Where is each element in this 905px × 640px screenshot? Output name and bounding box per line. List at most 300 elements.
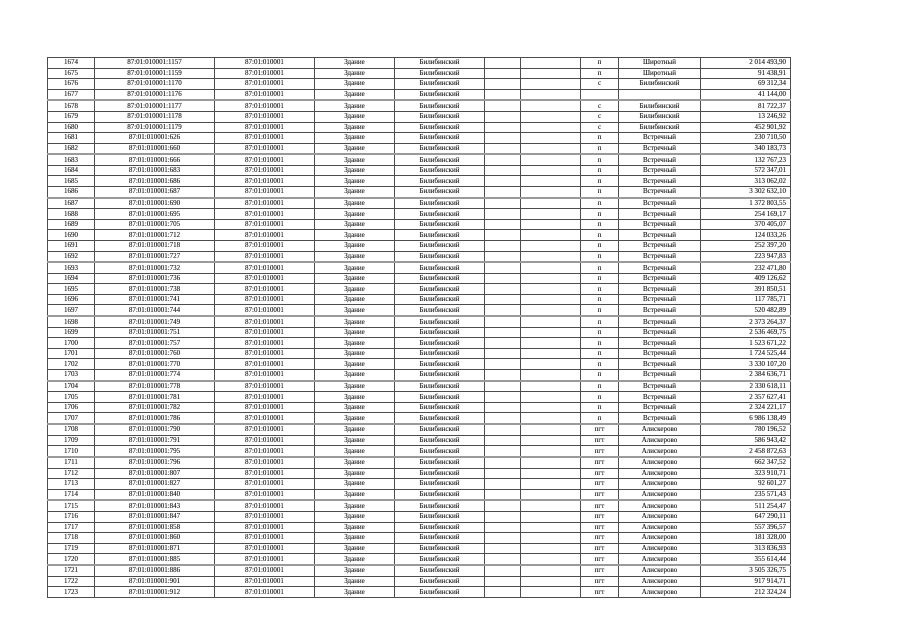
cell-district: Билибинский bbox=[395, 522, 485, 533]
cell-cadastral-quarter: 87:01:010001 bbox=[215, 489, 315, 500]
cell-settlement-type: п bbox=[581, 381, 619, 392]
cell-cadastral-value: 917 914,71 bbox=[701, 576, 791, 587]
cell-settlement-name: Встречный bbox=[619, 359, 701, 370]
cell-settlement-name: Встречный bbox=[619, 176, 701, 187]
cell-settlement-type: п bbox=[581, 209, 619, 220]
table-row bbox=[48, 543, 791, 554]
cell-empty-2 bbox=[521, 165, 581, 176]
table-row bbox=[48, 512, 791, 523]
cell-empty-1 bbox=[485, 392, 521, 403]
cell-cadastral-value: 647 290,11 bbox=[701, 512, 791, 523]
cell-cadastral-value: 409 126,62 bbox=[701, 273, 791, 284]
table-row bbox=[48, 413, 791, 424]
cell-settlement-type: п bbox=[581, 154, 619, 165]
cell-cadastral-number: 87:01:010001:736 bbox=[95, 273, 215, 284]
cell-empty-2 bbox=[521, 587, 581, 598]
cell-empty-1 bbox=[485, 327, 521, 338]
cell-object-type: Здание bbox=[315, 402, 395, 413]
cell-row-number: 1705 bbox=[48, 392, 95, 403]
table-row bbox=[48, 402, 791, 413]
cell-district: Билибинский bbox=[395, 500, 485, 511]
cell-cadastral-value: 81 722,37 bbox=[701, 100, 791, 111]
cell-empty-2 bbox=[521, 100, 581, 111]
cell-district: Билибинский bbox=[395, 111, 485, 122]
cell-empty-2 bbox=[521, 198, 581, 209]
cell-settlement-type: пгт bbox=[581, 468, 619, 479]
cell-row-number: 1675 bbox=[48, 68, 95, 79]
cell-empty-1 bbox=[485, 348, 521, 359]
cell-cadastral-quarter: 87:01:010001 bbox=[215, 122, 315, 133]
cell-cadastral-number: 87:01:010001:885 bbox=[95, 554, 215, 565]
cell-settlement-name: Встречный bbox=[619, 294, 701, 305]
cell-cadastral-number: 87:01:010001:1170 bbox=[95, 79, 215, 90]
cell-cadastral-quarter: 87:01:010001 bbox=[215, 230, 315, 241]
table-row bbox=[48, 468, 791, 479]
cell-object-type: Здание bbox=[315, 533, 395, 544]
cell-settlement-type: с bbox=[581, 111, 619, 122]
cell-empty-1 bbox=[485, 565, 521, 576]
table-row bbox=[48, 381, 791, 392]
cell-row-number: 1690 bbox=[48, 230, 95, 241]
cell-object-type: Здание bbox=[315, 165, 395, 176]
cell-row-number: 1695 bbox=[48, 284, 95, 295]
cell-district: Билибинский bbox=[395, 187, 485, 198]
cell-cadastral-number: 87:01:010001:1176 bbox=[95, 89, 215, 100]
cell-settlement-name: Встречный bbox=[619, 316, 701, 327]
cell-district: Билибинский bbox=[395, 89, 485, 100]
cell-cadastral-number: 87:01:010001:660 bbox=[95, 143, 215, 154]
cell-empty-1 bbox=[485, 262, 521, 273]
cell-settlement-name: Встречный bbox=[619, 209, 701, 220]
cell-empty-2 bbox=[521, 381, 581, 392]
cell-district: Билибинский bbox=[395, 424, 485, 435]
cell-cadastral-quarter: 87:01:010001 bbox=[215, 219, 315, 230]
cell-empty-2 bbox=[521, 338, 581, 349]
cell-settlement-type: с bbox=[581, 122, 619, 133]
cell-cadastral-quarter: 87:01:010001 bbox=[215, 89, 315, 100]
cell-settlement-type: пгт bbox=[581, 457, 619, 468]
cell-row-number: 1718 bbox=[48, 533, 95, 544]
cell-cadastral-quarter: 87:01:010001 bbox=[215, 176, 315, 187]
cell-empty-2 bbox=[521, 122, 581, 133]
cell-settlement-name: Встречный bbox=[619, 327, 701, 338]
cell-cadastral-value: 2 357 627,41 bbox=[701, 392, 791, 403]
cell-settlement-name: Встречный bbox=[619, 230, 701, 241]
cell-empty-2 bbox=[521, 457, 581, 468]
cell-cadastral-value: 181 328,00 bbox=[701, 533, 791, 544]
cell-settlement-type: с bbox=[581, 79, 619, 90]
cell-cadastral-quarter: 87:01:010001 bbox=[215, 500, 315, 511]
cell-settlement-name: Алискерово bbox=[619, 565, 701, 576]
cell-settlement-name: Встречный bbox=[619, 402, 701, 413]
cell-cadastral-number: 87:01:010001:770 bbox=[95, 359, 215, 370]
table-row bbox=[48, 587, 791, 598]
cell-district: Билибинский bbox=[395, 402, 485, 413]
cell-cadastral-quarter: 87:01:010001 bbox=[215, 305, 315, 316]
cell-empty-1 bbox=[485, 176, 521, 187]
cell-cadastral-quarter: 87:01:010001 bbox=[215, 68, 315, 79]
cell-cadastral-quarter: 87:01:010001 bbox=[215, 262, 315, 273]
cell-empty-1 bbox=[485, 154, 521, 165]
cell-row-number: 1693 bbox=[48, 262, 95, 273]
cell-object-type: Здание bbox=[315, 369, 395, 380]
cell-empty-2 bbox=[521, 402, 581, 413]
cell-cadastral-number: 87:01:010001:912 bbox=[95, 587, 215, 598]
cell-settlement-type: п bbox=[581, 165, 619, 176]
cell-settlement-type bbox=[581, 89, 619, 100]
cell-row-number: 1703 bbox=[48, 369, 95, 380]
cell-settlement-name: Встречный bbox=[619, 338, 701, 349]
cell-row-number: 1694 bbox=[48, 273, 95, 284]
cell-empty-2 bbox=[521, 435, 581, 446]
cell-row-number: 1721 bbox=[48, 565, 95, 576]
cell-district: Билибинский bbox=[395, 284, 485, 295]
cell-cadastral-value: 520 482,89 bbox=[701, 305, 791, 316]
cell-empty-1 bbox=[485, 89, 521, 100]
cell-cadastral-number: 87:01:010001:687 bbox=[95, 187, 215, 198]
cell-object-type: Здание bbox=[315, 576, 395, 587]
cell-object-type: Здание bbox=[315, 543, 395, 554]
cell-cadastral-value: 340 183,73 bbox=[701, 143, 791, 154]
cell-settlement-name: Встречный bbox=[619, 165, 701, 176]
cell-object-type: Здание bbox=[315, 187, 395, 198]
table-row bbox=[48, 284, 791, 295]
cell-empty-2 bbox=[521, 348, 581, 359]
cell-cadastral-number: 87:01:010001:790 bbox=[95, 424, 215, 435]
cell-district: Билибинский bbox=[395, 240, 485, 251]
cell-settlement-type: п bbox=[581, 230, 619, 241]
cell-cadastral-number: 87:01:010001:847 bbox=[95, 512, 215, 523]
cell-cadastral-number: 87:01:010001:705 bbox=[95, 219, 215, 230]
table-row bbox=[48, 111, 791, 122]
cell-settlement-type: п bbox=[581, 262, 619, 273]
cell-district: Билибинский bbox=[395, 512, 485, 523]
table-row bbox=[48, 100, 791, 111]
cell-cadastral-number: 87:01:010001:901 bbox=[95, 576, 215, 587]
cell-object-type: Здание bbox=[315, 89, 395, 100]
cell-district: Билибинский bbox=[395, 533, 485, 544]
cell-empty-1 bbox=[485, 294, 521, 305]
table-row bbox=[48, 122, 791, 133]
table-row bbox=[48, 230, 791, 241]
cell-cadastral-value: 235 571,43 bbox=[701, 489, 791, 500]
cell-settlement-name: Алискерово bbox=[619, 512, 701, 523]
cell-row-number: 1716 bbox=[48, 512, 95, 523]
cell-cadastral-number: 87:01:010001:827 bbox=[95, 479, 215, 490]
cell-cadastral-value: 2 330 618,11 bbox=[701, 381, 791, 392]
cell-cadastral-quarter: 87:01:010001 bbox=[215, 522, 315, 533]
cell-cadastral-quarter: 87:01:010001 bbox=[215, 240, 315, 251]
cell-cadastral-quarter: 87:01:010001 bbox=[215, 284, 315, 295]
cell-object-type: Здание bbox=[315, 522, 395, 533]
cell-settlement-type: п bbox=[581, 187, 619, 198]
cell-cadastral-quarter: 87:01:010001 bbox=[215, 165, 315, 176]
cell-district: Билибинский bbox=[395, 413, 485, 424]
table-row bbox=[48, 133, 791, 144]
cell-empty-2 bbox=[521, 446, 581, 457]
cell-cadastral-quarter: 87:01:010001 bbox=[215, 512, 315, 523]
cell-cadastral-quarter: 87:01:010001 bbox=[215, 392, 315, 403]
cell-cadastral-value: 223 947,83 bbox=[701, 251, 791, 262]
cell-empty-1 bbox=[485, 316, 521, 327]
cell-row-number: 1711 bbox=[48, 457, 95, 468]
cell-empty-2 bbox=[521, 89, 581, 100]
cell-empty-1 bbox=[485, 369, 521, 380]
cell-settlement-type: пгт bbox=[581, 479, 619, 490]
cell-settlement-name: Встречный bbox=[619, 262, 701, 273]
cell-row-number: 1713 bbox=[48, 479, 95, 490]
cell-settlement-name: Встречный bbox=[619, 198, 701, 209]
table-row bbox=[48, 89, 791, 100]
cell-empty-1 bbox=[485, 111, 521, 122]
cell-district: Билибинский bbox=[395, 468, 485, 479]
cell-settlement-name: Встречный bbox=[619, 305, 701, 316]
cell-cadastral-quarter: 87:01:010001 bbox=[215, 273, 315, 284]
table-row bbox=[48, 154, 791, 165]
table-row bbox=[48, 489, 791, 500]
cell-empty-2 bbox=[521, 176, 581, 187]
table-row bbox=[48, 392, 791, 403]
cell-cadastral-value: 124 033,26 bbox=[701, 230, 791, 241]
cell-row-number: 1714 bbox=[48, 489, 95, 500]
cell-settlement-type: п bbox=[581, 402, 619, 413]
cell-row-number: 1706 bbox=[48, 402, 95, 413]
table-row bbox=[48, 219, 791, 230]
cell-cadastral-value: 230 710,50 bbox=[701, 133, 791, 144]
cell-cadastral-value: 2 324 221,17 bbox=[701, 402, 791, 413]
cell-empty-1 bbox=[485, 273, 521, 284]
cell-empty-1 bbox=[485, 468, 521, 479]
cell-settlement-name: Алискерово bbox=[619, 468, 701, 479]
cell-settlement-name: Алискерово bbox=[619, 533, 701, 544]
cell-object-type: Здание bbox=[315, 392, 395, 403]
cell-district: Билибинский bbox=[395, 565, 485, 576]
table-row bbox=[48, 262, 791, 273]
cell-settlement-type: пгт bbox=[581, 500, 619, 511]
cell-cadastral-number: 87:01:010001:738 bbox=[95, 284, 215, 295]
cell-empty-1 bbox=[485, 543, 521, 554]
cell-settlement-name: Встречный bbox=[619, 240, 701, 251]
cell-object-type: Здание bbox=[315, 468, 395, 479]
cell-settlement-name: Алискерово bbox=[619, 446, 701, 457]
cell-empty-1 bbox=[485, 522, 521, 533]
cell-empty-1 bbox=[485, 284, 521, 295]
cell-cadastral-value: 1 724 525,44 bbox=[701, 348, 791, 359]
cell-settlement-name: Встречный bbox=[619, 273, 701, 284]
cell-cadastral-quarter: 87:01:010001 bbox=[215, 402, 315, 413]
cell-empty-2 bbox=[521, 143, 581, 154]
cell-cadastral-value: 13 246,92 bbox=[701, 111, 791, 122]
cell-object-type: Здание bbox=[315, 219, 395, 230]
cell-district: Билибинский bbox=[395, 305, 485, 316]
cell-cadastral-number: 87:01:010001:1179 bbox=[95, 122, 215, 133]
cell-settlement-type: п bbox=[581, 133, 619, 144]
cell-object-type: Здание bbox=[315, 348, 395, 359]
cell-cadastral-number: 87:01:010001:1178 bbox=[95, 111, 215, 122]
cell-settlement-type: п bbox=[581, 369, 619, 380]
cell-empty-2 bbox=[521, 479, 581, 490]
cell-empty-2 bbox=[521, 316, 581, 327]
cell-cadastral-number: 87:01:010001:683 bbox=[95, 165, 215, 176]
cell-empty-1 bbox=[485, 533, 521, 544]
cell-district: Билибинский bbox=[395, 100, 485, 111]
cell-object-type: Здание bbox=[315, 305, 395, 316]
table-row bbox=[48, 165, 791, 176]
cell-empty-2 bbox=[521, 512, 581, 523]
cell-district: Билибинский bbox=[395, 543, 485, 554]
cell-cadastral-number: 87:01:010001:751 bbox=[95, 327, 215, 338]
table-row bbox=[48, 198, 791, 209]
cell-district: Билибинский bbox=[395, 435, 485, 446]
cell-district: Билибинский bbox=[395, 176, 485, 187]
cell-cadastral-value: 557 396,57 bbox=[701, 522, 791, 533]
cell-empty-1 bbox=[485, 587, 521, 598]
cell-empty-1 bbox=[485, 240, 521, 251]
cell-district: Билибинский bbox=[395, 489, 485, 500]
cell-settlement-type: пгт bbox=[581, 512, 619, 523]
cell-empty-2 bbox=[521, 68, 581, 79]
table-row bbox=[48, 576, 791, 587]
cell-district: Билибинский bbox=[395, 133, 485, 144]
cell-cadastral-quarter: 87:01:010001 bbox=[215, 587, 315, 598]
cell-district: Билибинский bbox=[395, 576, 485, 587]
cell-row-number: 1685 bbox=[48, 176, 95, 187]
cell-empty-1 bbox=[485, 100, 521, 111]
cell-cadastral-number: 87:01:010001:774 bbox=[95, 369, 215, 380]
cell-empty-1 bbox=[485, 359, 521, 370]
cell-district: Билибинский bbox=[395, 381, 485, 392]
cell-settlement-name: Алискерово bbox=[619, 576, 701, 587]
cell-cadastral-number: 87:01:010001:807 bbox=[95, 468, 215, 479]
cell-empty-2 bbox=[521, 240, 581, 251]
cell-cadastral-value: 232 471,80 bbox=[701, 262, 791, 273]
cell-row-number: 1720 bbox=[48, 554, 95, 565]
cell-object-type: Здание bbox=[315, 262, 395, 273]
table-row bbox=[48, 565, 791, 576]
cell-object-type: Здание bbox=[315, 240, 395, 251]
cell-empty-2 bbox=[521, 554, 581, 565]
cell-object-type: Здание bbox=[315, 381, 395, 392]
cell-empty-1 bbox=[485, 402, 521, 413]
table-row bbox=[48, 176, 791, 187]
cell-district: Билибинский bbox=[395, 348, 485, 359]
cell-empty-2 bbox=[521, 79, 581, 90]
cell-row-number: 1679 bbox=[48, 111, 95, 122]
cell-settlement-name: Алискерово bbox=[619, 500, 701, 511]
cell-cadastral-quarter: 87:01:010001 bbox=[215, 133, 315, 144]
cell-row-number: 1691 bbox=[48, 240, 95, 251]
cell-object-type: Здание bbox=[315, 176, 395, 187]
cell-empty-1 bbox=[485, 219, 521, 230]
cell-settlement-name: Встречный bbox=[619, 219, 701, 230]
cell-district: Билибинский bbox=[395, 68, 485, 79]
cell-district: Билибинский bbox=[395, 79, 485, 90]
cell-settlement-name: Алискерово bbox=[619, 435, 701, 446]
cell-cadastral-quarter: 87:01:010001 bbox=[215, 294, 315, 305]
cell-settlement-name: Встречный bbox=[619, 392, 701, 403]
cell-object-type: Здание bbox=[315, 284, 395, 295]
cell-settlement-name bbox=[619, 89, 701, 100]
cell-empty-1 bbox=[485, 489, 521, 500]
cell-cadastral-value: 572 347,01 bbox=[701, 165, 791, 176]
cell-settlement-type: пгт bbox=[581, 565, 619, 576]
cell-object-type: Здание bbox=[315, 446, 395, 457]
table-row bbox=[48, 424, 791, 435]
cell-empty-2 bbox=[521, 392, 581, 403]
cell-object-type: Здание bbox=[315, 413, 395, 424]
cell-cadastral-quarter: 87:01:010001 bbox=[215, 413, 315, 424]
cell-district: Билибинский bbox=[395, 251, 485, 262]
cell-row-number: 1723 bbox=[48, 587, 95, 598]
cell-row-number: 1687 bbox=[48, 198, 95, 209]
cell-empty-2 bbox=[521, 58, 581, 69]
cell-cadastral-value: 6 986 138,49 bbox=[701, 413, 791, 424]
cell-settlement-type: пгт bbox=[581, 533, 619, 544]
cell-empty-2 bbox=[521, 359, 581, 370]
cell-cadastral-value: 586 943,42 bbox=[701, 435, 791, 446]
cell-row-number: 1678 bbox=[48, 100, 95, 111]
cell-empty-2 bbox=[521, 262, 581, 273]
cell-cadastral-value: 92 601,27 bbox=[701, 479, 791, 490]
cell-district: Билибинский bbox=[395, 219, 485, 230]
cell-object-type: Здание bbox=[315, 489, 395, 500]
cell-empty-2 bbox=[521, 468, 581, 479]
cell-district: Билибинский bbox=[395, 457, 485, 468]
cell-row-number: 1722 bbox=[48, 576, 95, 587]
cell-cadastral-number: 87:01:010001:791 bbox=[95, 435, 215, 446]
cell-row-number: 1715 bbox=[48, 500, 95, 511]
cell-cadastral-quarter: 87:01:010001 bbox=[215, 446, 315, 457]
cell-cadastral-value: 212 324,24 bbox=[701, 587, 791, 598]
cell-object-type: Здание bbox=[315, 133, 395, 144]
cell-cadastral-quarter: 87:01:010001 bbox=[215, 457, 315, 468]
cell-cadastral-value: 2 536 469,75 bbox=[701, 327, 791, 338]
cell-empty-1 bbox=[485, 500, 521, 511]
cell-district: Билибинский bbox=[395, 392, 485, 403]
cell-cadastral-quarter: 87:01:010001 bbox=[215, 316, 315, 327]
cell-settlement-name: Алискерово bbox=[619, 489, 701, 500]
cell-cadastral-quarter: 87:01:010001 bbox=[215, 143, 315, 154]
cell-settlement-name: Встречный bbox=[619, 133, 701, 144]
cell-object-type: Здание bbox=[315, 230, 395, 241]
cell-empty-2 bbox=[521, 522, 581, 533]
cell-cadastral-number: 87:01:010001:871 bbox=[95, 543, 215, 554]
cell-cadastral-number: 87:01:010001:886 bbox=[95, 565, 215, 576]
cell-cadastral-number: 87:01:010001:744 bbox=[95, 305, 215, 316]
cell-settlement-name: Встречный bbox=[619, 251, 701, 262]
cell-empty-2 bbox=[521, 369, 581, 380]
cell-empty-1 bbox=[485, 381, 521, 392]
table-row bbox=[48, 348, 791, 359]
cell-empty-1 bbox=[485, 122, 521, 133]
cell-cadastral-value: 391 850,51 bbox=[701, 284, 791, 295]
cell-cadastral-quarter: 87:01:010001 bbox=[215, 209, 315, 220]
cell-object-type: Здание bbox=[315, 143, 395, 154]
cell-settlement-name: Встречный bbox=[619, 413, 701, 424]
cell-settlement-type: п bbox=[581, 198, 619, 209]
cell-settlement-name: Алискерово bbox=[619, 522, 701, 533]
cell-empty-2 bbox=[521, 500, 581, 511]
cell-empty-1 bbox=[485, 68, 521, 79]
cell-cadastral-number: 87:01:010001:796 bbox=[95, 457, 215, 468]
cell-cadastral-quarter: 87:01:010001 bbox=[215, 533, 315, 544]
table-row bbox=[48, 554, 791, 565]
cell-row-number: 1712 bbox=[48, 468, 95, 479]
cell-settlement-type: п bbox=[581, 348, 619, 359]
cell-cadastral-quarter: 87:01:010001 bbox=[215, 543, 315, 554]
cell-settlement-name: Алискерово bbox=[619, 424, 701, 435]
table-row bbox=[48, 338, 791, 349]
